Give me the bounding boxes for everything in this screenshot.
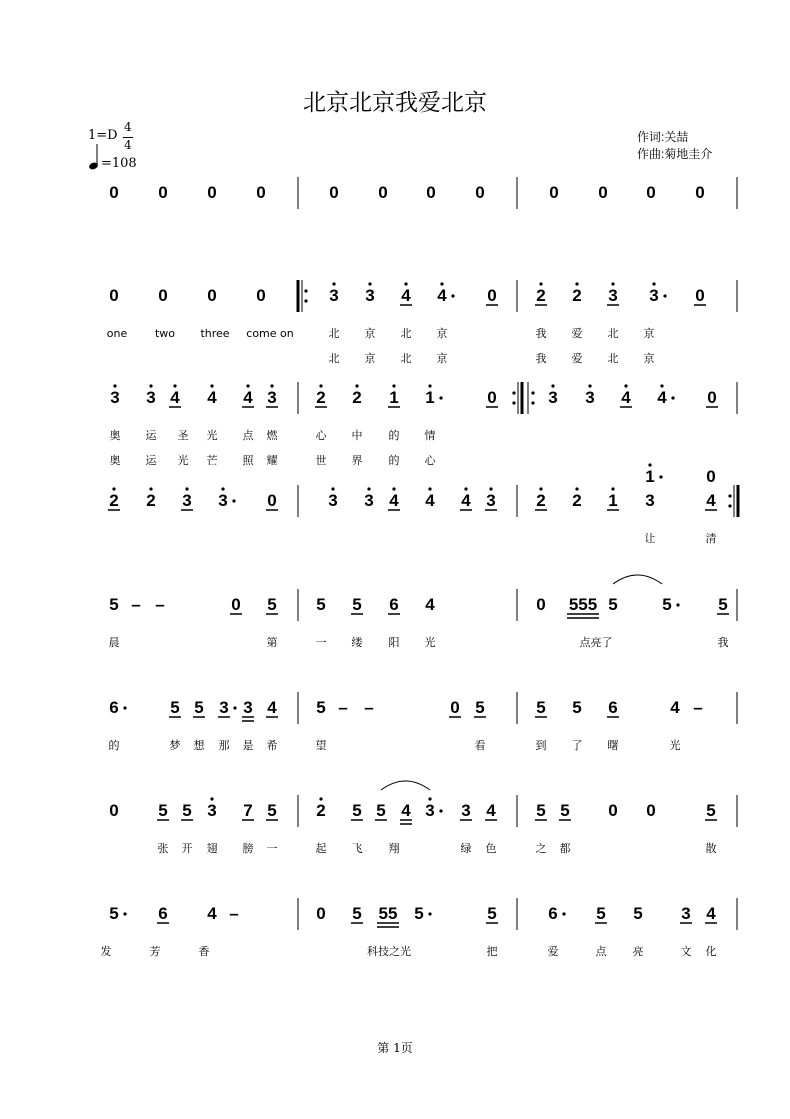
high-octave-dot bbox=[652, 282, 655, 285]
note: 0 bbox=[256, 286, 266, 305]
dot-augmentation bbox=[233, 706, 236, 709]
note: 5 bbox=[536, 801, 546, 820]
lyric: 之 bbox=[535, 842, 547, 855]
note: 5 bbox=[487, 904, 497, 923]
high-octave-dot bbox=[332, 282, 335, 285]
dot-augmentation bbox=[439, 396, 442, 399]
note: 4 bbox=[621, 388, 631, 407]
lyric: 的 bbox=[388, 454, 400, 467]
note: 4 bbox=[670, 698, 680, 717]
note: 0 bbox=[267, 491, 277, 510]
note: 6 bbox=[158, 904, 168, 923]
note: 4 bbox=[207, 904, 217, 923]
note: – bbox=[131, 595, 141, 614]
note: 0 bbox=[329, 183, 339, 202]
lyric: 绿 bbox=[460, 842, 472, 855]
slur bbox=[381, 781, 430, 790]
note: 5 bbox=[352, 595, 362, 614]
high-octave-dot bbox=[173, 384, 176, 387]
lyric: 我 bbox=[535, 352, 547, 365]
note: 0 bbox=[487, 388, 497, 407]
note: 3 bbox=[649, 286, 659, 305]
dot-augmentation bbox=[676, 603, 679, 606]
lyric: 化 bbox=[705, 945, 717, 958]
lyric: 把 bbox=[486, 945, 498, 958]
note: 5 bbox=[662, 595, 672, 614]
note: 0 bbox=[475, 183, 485, 202]
lyric: 京 bbox=[643, 327, 655, 340]
note: 3 bbox=[425, 801, 435, 820]
note: 0 bbox=[608, 801, 618, 820]
note: 3 bbox=[585, 388, 595, 407]
note: 2 bbox=[572, 286, 582, 305]
note: 4 bbox=[243, 388, 253, 407]
high-octave-dot bbox=[404, 282, 407, 285]
note: 2 bbox=[352, 388, 362, 407]
note: 0 bbox=[231, 595, 241, 614]
note: – bbox=[364, 698, 374, 717]
note: 6 bbox=[608, 698, 618, 717]
lyric: 翔 bbox=[388, 842, 400, 855]
note: 5 bbox=[572, 698, 582, 717]
note: 4 bbox=[401, 286, 411, 305]
dot-augmentation bbox=[451, 294, 454, 297]
lyric: 是 bbox=[242, 739, 254, 752]
lyric: 望 bbox=[315, 739, 327, 752]
lyric: 点 bbox=[595, 945, 607, 958]
repeat-dot bbox=[512, 401, 515, 404]
note: 555 bbox=[568, 595, 598, 614]
lyric: 点亮了 bbox=[579, 636, 613, 649]
note: 3 bbox=[243, 698, 253, 717]
note: 5 bbox=[109, 904, 119, 923]
lyric: 圣 bbox=[177, 429, 189, 442]
note: 3 bbox=[219, 698, 229, 717]
key-signature: 1=D bbox=[88, 128, 118, 143]
high-octave-dot bbox=[648, 463, 651, 466]
note: 4 bbox=[267, 698, 277, 717]
note: 2 bbox=[146, 491, 156, 510]
note: 5 bbox=[633, 904, 643, 923]
lyric: 了 bbox=[571, 739, 583, 752]
note: 3 bbox=[365, 286, 375, 305]
high-octave-dot bbox=[551, 384, 554, 387]
note: 3 bbox=[461, 801, 471, 820]
lyric: 京 bbox=[364, 327, 376, 340]
high-octave-dot bbox=[428, 487, 431, 490]
lyric: 爱 bbox=[571, 327, 583, 340]
lyric: 我 bbox=[535, 327, 547, 340]
lyricist-credit: 作词:关喆 bbox=[637, 130, 689, 144]
lyric: 想 bbox=[193, 739, 205, 752]
note: 0 bbox=[549, 183, 559, 202]
note: 5 bbox=[536, 698, 546, 717]
lyric: 阳 bbox=[388, 636, 400, 649]
high-octave-dot bbox=[319, 797, 322, 800]
note: 0 bbox=[707, 388, 717, 407]
time-signature-top: 4 bbox=[124, 120, 132, 134]
lyric: 耀 bbox=[266, 454, 278, 467]
lyric: 缕 bbox=[351, 636, 363, 649]
repeat-dot bbox=[728, 494, 731, 497]
slur bbox=[613, 575, 662, 584]
note: 5 bbox=[194, 698, 204, 717]
lyric: 发 bbox=[100, 945, 112, 958]
note: 3 bbox=[267, 388, 277, 407]
high-octave-dot bbox=[246, 384, 249, 387]
lyric: 京 bbox=[643, 352, 655, 365]
lyric: 北 bbox=[607, 352, 619, 365]
lyric: three bbox=[200, 327, 230, 340]
lyric: 北 bbox=[328, 352, 340, 365]
lyric: 起 bbox=[315, 842, 327, 855]
lyric: 爱 bbox=[547, 945, 559, 958]
lyric: 芒 bbox=[206, 454, 218, 467]
repeat-dot bbox=[531, 391, 534, 394]
lyric: 文 bbox=[680, 945, 692, 958]
high-octave-dot bbox=[611, 487, 614, 490]
lyric: 运 bbox=[145, 429, 157, 442]
high-octave-dot bbox=[575, 487, 578, 490]
note: 0 bbox=[158, 183, 168, 202]
note: 3 bbox=[548, 388, 558, 407]
note: 0 bbox=[536, 595, 546, 614]
note: 2 bbox=[316, 388, 326, 407]
lyric: 一 bbox=[266, 842, 278, 855]
note: 5 bbox=[316, 698, 326, 717]
high-octave-dot bbox=[428, 384, 431, 387]
note: 5 bbox=[718, 595, 728, 614]
note: 4 bbox=[706, 904, 716, 923]
dot-augmentation bbox=[659, 475, 662, 478]
high-octave-dot bbox=[428, 797, 431, 800]
lyric: 光 bbox=[177, 454, 189, 467]
note: 4 bbox=[461, 491, 471, 510]
note: 6 bbox=[548, 904, 558, 923]
page-footer: 第 1页 bbox=[377, 1041, 413, 1055]
dot-augmentation bbox=[671, 396, 674, 399]
note: 5 bbox=[376, 801, 386, 820]
lyric: 翅 bbox=[206, 842, 218, 855]
high-octave-dot bbox=[270, 384, 273, 387]
high-octave-dot bbox=[185, 487, 188, 490]
note: 5 bbox=[182, 801, 192, 820]
note: 3 bbox=[364, 491, 374, 510]
repeat-dot bbox=[512, 391, 515, 394]
lyric: 光 bbox=[206, 429, 218, 442]
dot-augmentation bbox=[562, 912, 565, 915]
high-octave-dot bbox=[392, 384, 395, 387]
lyric: 张 bbox=[157, 842, 169, 855]
note: 5 bbox=[596, 904, 606, 923]
note: 6 bbox=[109, 698, 119, 717]
note: – bbox=[155, 595, 165, 614]
note: 2 bbox=[316, 801, 326, 820]
lyric: 曙 bbox=[607, 739, 619, 752]
repeat-dot bbox=[304, 289, 307, 292]
lyric: 亮 bbox=[632, 945, 644, 958]
note: 1 bbox=[645, 467, 655, 486]
note: 4 bbox=[657, 388, 667, 407]
high-octave-dot bbox=[624, 384, 627, 387]
note: – bbox=[693, 698, 703, 717]
note: 3 bbox=[207, 801, 217, 820]
high-octave-dot bbox=[210, 797, 213, 800]
lyric: 燃 bbox=[266, 429, 278, 442]
high-octave-dot bbox=[489, 487, 492, 490]
note: 0 bbox=[316, 904, 326, 923]
note: 0 bbox=[695, 183, 705, 202]
lyric: 北 bbox=[400, 352, 412, 365]
lyric: 那 bbox=[218, 739, 230, 752]
dot-augmentation bbox=[123, 912, 126, 915]
lyric: 梦 bbox=[169, 739, 181, 752]
high-octave-dot bbox=[113, 384, 116, 387]
lyric: 光 bbox=[424, 636, 436, 649]
lyric: 北 bbox=[328, 327, 340, 340]
note: 0 bbox=[426, 183, 436, 202]
note: 3 bbox=[146, 388, 156, 407]
lyric: 的 bbox=[108, 739, 120, 752]
high-octave-dot bbox=[660, 384, 663, 387]
lyric: 开 bbox=[181, 842, 193, 855]
note: 5 bbox=[475, 698, 485, 717]
lyric: 到 bbox=[535, 739, 547, 752]
note: 0 bbox=[109, 183, 119, 202]
lyric: 京 bbox=[364, 352, 376, 365]
note: 0 bbox=[109, 801, 119, 820]
lyric: 芳 bbox=[149, 945, 161, 958]
note: 5 bbox=[109, 595, 119, 614]
lyric: 京 bbox=[436, 327, 448, 340]
lyric: 点 bbox=[242, 429, 254, 442]
note: 4 bbox=[207, 388, 217, 407]
note: 1 bbox=[389, 388, 399, 407]
high-octave-dot bbox=[149, 487, 152, 490]
lyric: 世 bbox=[315, 454, 327, 467]
lyric: 京 bbox=[436, 352, 448, 365]
high-octave-dot bbox=[221, 487, 224, 490]
note: 5 bbox=[316, 595, 326, 614]
note: 1 bbox=[608, 491, 618, 510]
note: 5 bbox=[706, 801, 716, 820]
note: 7 bbox=[243, 801, 253, 820]
note: 0 bbox=[487, 286, 497, 305]
note: 5 bbox=[352, 801, 362, 820]
lyric: 爱 bbox=[571, 352, 583, 365]
note: 5 bbox=[414, 904, 424, 923]
note: 0 bbox=[207, 286, 217, 305]
note: 4 bbox=[706, 491, 716, 510]
note: 2 bbox=[109, 491, 119, 510]
lyric: 北 bbox=[607, 327, 619, 340]
high-octave-dot bbox=[440, 282, 443, 285]
lyric: 晨 bbox=[108, 636, 120, 649]
high-octave-dot bbox=[210, 384, 213, 387]
lyric: 心 bbox=[424, 454, 436, 467]
note: 4 bbox=[437, 286, 447, 305]
lyric: 奥 bbox=[109, 429, 121, 442]
note: 0 bbox=[450, 698, 460, 717]
lyric: 照 bbox=[242, 454, 254, 467]
lyric: 我 bbox=[717, 636, 729, 649]
lyric: 膀 bbox=[242, 842, 254, 855]
lyric: one bbox=[106, 327, 128, 340]
note: 2 bbox=[536, 491, 546, 510]
note: 5 bbox=[267, 801, 277, 820]
note: 3 bbox=[329, 286, 339, 305]
note: 3 bbox=[218, 491, 228, 510]
high-octave-dot bbox=[392, 487, 395, 490]
lyric: 清 bbox=[705, 532, 717, 545]
song-title: 北京北京我爱北京 bbox=[303, 90, 487, 116]
note: 2 bbox=[536, 286, 546, 305]
note: 0 bbox=[256, 183, 266, 202]
lyric: 的 bbox=[388, 429, 400, 442]
time-signature-bottom: 4 bbox=[124, 138, 132, 152]
note: 6 bbox=[389, 595, 399, 614]
lyric: 奥 bbox=[109, 454, 121, 467]
high-octave-dot bbox=[575, 282, 578, 285]
note: 3 bbox=[645, 491, 655, 510]
note: 4 bbox=[170, 388, 180, 407]
note: – bbox=[338, 698, 348, 717]
high-octave-dot bbox=[539, 282, 542, 285]
dot-augmentation bbox=[439, 809, 442, 812]
note: 0 bbox=[378, 183, 388, 202]
lyric: 看 bbox=[474, 739, 486, 752]
lyric: 都 bbox=[559, 842, 571, 855]
lyric: 让 bbox=[644, 532, 656, 545]
note: 55 bbox=[378, 904, 398, 923]
note: 1 bbox=[425, 388, 435, 407]
high-octave-dot bbox=[112, 487, 115, 490]
lyric: 飞 bbox=[351, 842, 363, 855]
note: 5 bbox=[267, 595, 277, 614]
note: 4 bbox=[401, 801, 411, 820]
note: 4 bbox=[425, 491, 435, 510]
lyric: 运 bbox=[145, 454, 157, 467]
lyric: two bbox=[154, 327, 176, 340]
high-octave-dot bbox=[367, 487, 370, 490]
note: 3 bbox=[110, 388, 120, 407]
high-octave-dot bbox=[331, 487, 334, 490]
dot-augmentation bbox=[428, 912, 431, 915]
note: 3 bbox=[182, 491, 192, 510]
note: 5 bbox=[158, 801, 168, 820]
note: 5 bbox=[608, 595, 618, 614]
note: 4 bbox=[425, 595, 435, 614]
note: 5 bbox=[352, 904, 362, 923]
high-octave-dot bbox=[368, 282, 371, 285]
repeat-dot bbox=[304, 299, 307, 302]
note: 3 bbox=[486, 491, 496, 510]
note: 0 bbox=[695, 286, 705, 305]
lyric: 散 bbox=[705, 842, 717, 855]
note: 0 bbox=[598, 183, 608, 202]
lyric: 光 bbox=[669, 739, 681, 752]
lyric: 第 bbox=[266, 636, 278, 649]
high-octave-dot bbox=[611, 282, 614, 285]
lyric: 色 bbox=[485, 842, 497, 855]
lyric: 希 bbox=[266, 739, 278, 752]
repeat-dot bbox=[531, 401, 534, 404]
note: 3 bbox=[328, 491, 338, 510]
lyric: 科技之光 bbox=[367, 945, 411, 958]
note: 0 bbox=[706, 467, 716, 486]
note: 0 bbox=[158, 286, 168, 305]
note: 0 bbox=[646, 801, 656, 820]
dot-augmentation bbox=[663, 294, 666, 297]
high-octave-dot bbox=[319, 384, 322, 387]
tempo-marking: =108 bbox=[101, 156, 137, 171]
note: 2 bbox=[572, 491, 582, 510]
repeat-dot bbox=[728, 504, 731, 507]
high-octave-dot bbox=[464, 487, 467, 490]
note: 0 bbox=[646, 183, 656, 202]
high-octave-dot bbox=[149, 384, 152, 387]
lyric: 心 bbox=[315, 429, 327, 442]
note: – bbox=[229, 904, 239, 923]
note: 5 bbox=[560, 801, 570, 820]
dot-augmentation bbox=[232, 499, 235, 502]
high-octave-dot bbox=[588, 384, 591, 387]
note: 4 bbox=[389, 491, 399, 510]
note: 0 bbox=[207, 183, 217, 202]
note: 3 bbox=[681, 904, 691, 923]
high-octave-dot bbox=[539, 487, 542, 490]
lyric: 界 bbox=[351, 454, 363, 467]
lyric: 香 bbox=[198, 945, 210, 958]
lyric: come on bbox=[246, 327, 294, 340]
dot-augmentation bbox=[123, 706, 126, 709]
composer-credit: 作曲:菊地圭介 bbox=[637, 147, 713, 161]
note: 4 bbox=[486, 801, 496, 820]
lyric: 一 bbox=[315, 636, 327, 649]
high-octave-dot bbox=[355, 384, 358, 387]
lyric: 北 bbox=[400, 327, 412, 340]
note: 3 bbox=[608, 286, 618, 305]
note: 0 bbox=[109, 286, 119, 305]
note: 5 bbox=[170, 698, 180, 717]
lyric: 中 bbox=[351, 429, 363, 442]
lyric: 情 bbox=[424, 429, 436, 442]
